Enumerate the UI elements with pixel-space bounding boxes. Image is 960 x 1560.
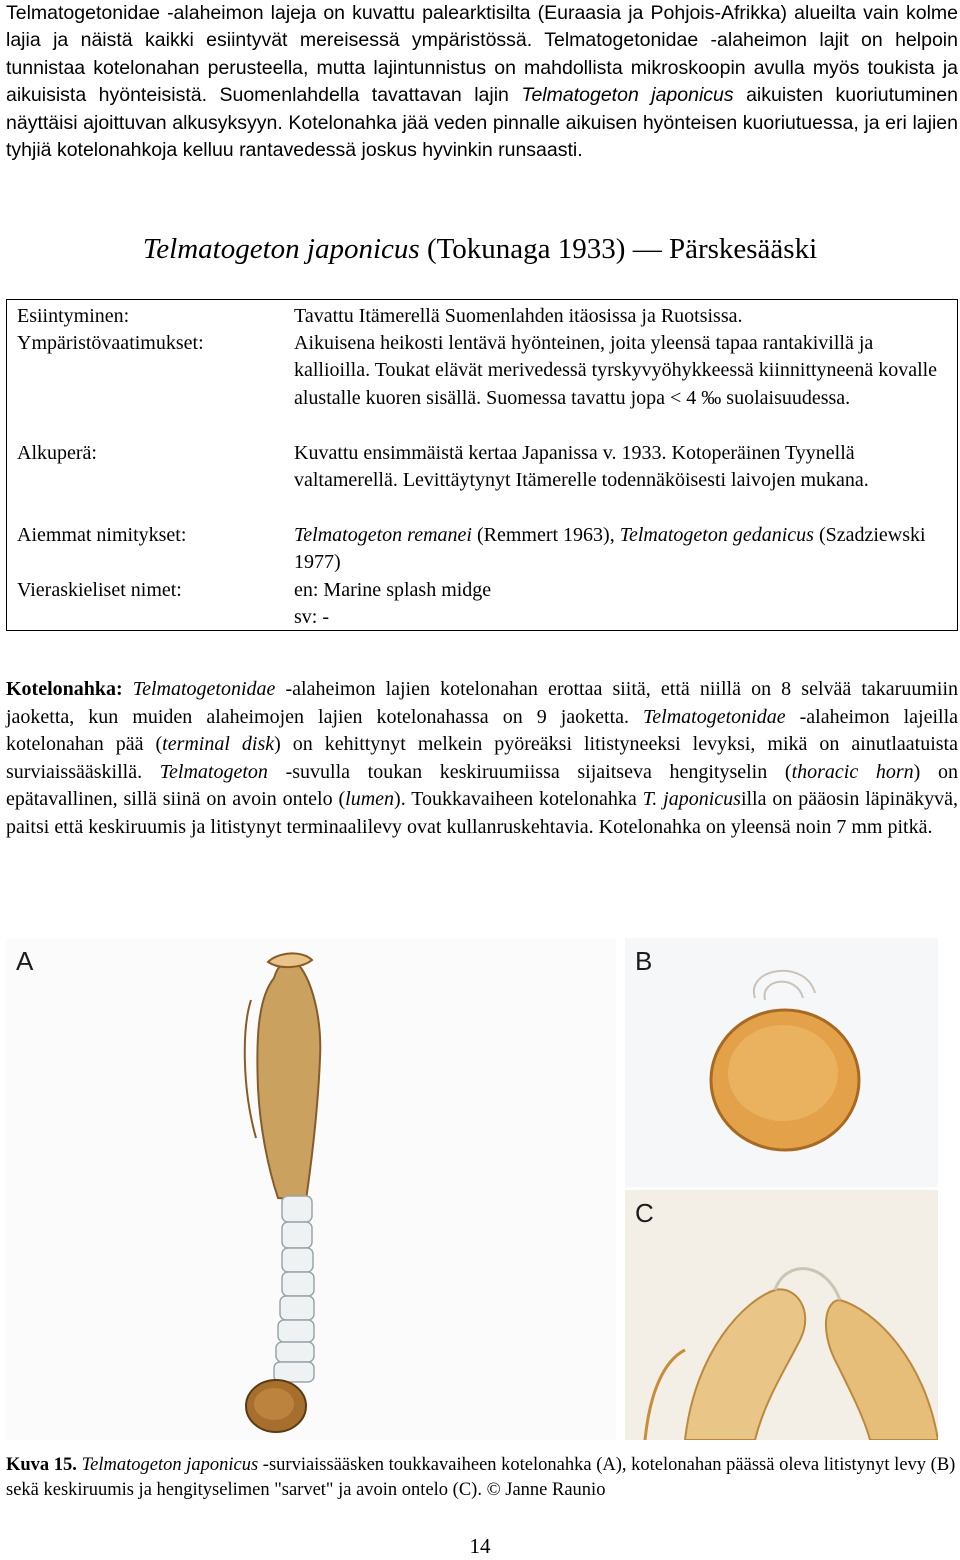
pupa-text-6: ). Toukkavaiheen kotelonahka	[394, 788, 643, 811]
pupa-label: Kotelonahka:	[6, 678, 123, 700]
pupa-text-5: ) on epätavallinen, sillä siinä on avoin ontelo (	[6, 760, 958, 811]
intro-paragraph	[6, 0, 958, 164]
former-authority-1: (Remmert 1963),	[471, 524, 620, 546]
figure-panel-c	[625, 1190, 938, 1440]
foreign-names-label: Vieraskieliset nimet:	[17, 579, 182, 601]
title-rest: (Tokunaga 1933) — Pärskesääski	[419, 233, 818, 265]
intro-text: Telmatogetonidae -alaheimon lajeja on kuvattu palearktisilta (Euraasia ja Pohjois-Afrikka) alueilta vain kolme lajia ja näistä kaikki esiintyvät mereisessä ympäristössä. Telmatogetonidae -alaheimon lajit on helpoin tunnistaa kotelonahan perusteella, mutta lajintunnistus on mahdollista mikroskoopin avulla myös toukista ja aikuisista hyönteisistä. Suomenlahdella tavattavan lajin	[6, 2, 958, 107]
pupa-text-4: -suvulla toukan keskiruumiissa sijaitseva hengityselin (	[267, 760, 792, 783]
term-2: Telmatogetonidae	[643, 705, 786, 728]
intro-text-cont: aikuisten kuoriutuminen näyttäisi ajoittuvan alkusyksyyn. Kotelonahka jää veden pinnalle aikuisen hyönteisen kuoriutuessa, ja eri lajien tyhjiä kotelonahkoja kelluu rantavedessä joskus hyvinkin runsaasti.	[6, 84, 958, 162]
species-facts-box	[6, 299, 958, 631]
pupa-text-7: illa on pääosin läpinäkyvä, paitsi että keskiruumis ja litistynyt terminaalilevy ovat kullanruskehtavia. Kotelonahka on yleensä noin 7 mm pitkä.	[6, 788, 958, 838]
page-number: 14	[469, 1534, 491, 1558]
figure-panel-b	[625, 938, 938, 1187]
caption-species: Telmatogeton japonicus	[76, 1455, 259, 1475]
pupa-text-3: ) on kehittynyt melkein pyöreäksi litistyneeksi levyksi, mikä on ainutlaatuista surviaissääskillä.	[6, 733, 958, 783]
pupa-text-1: -alaheimon lajien kotelonahan erottaa siitä, että niillä on 8 selvää takaruumiin jaoketta, kun muiden alaheimojen lajien kotelonahassa on 9 jaoketta.	[6, 678, 958, 728]
intro-species-name: Telmatogeton japonicus	[521, 84, 734, 107]
foreign-name-sv: sv: -	[294, 606, 329, 628]
former-name-2: Telmatogeton gedanicus	[619, 524, 814, 546]
former-name-1: Telmatogeton remanei	[294, 524, 472, 546]
panel-a-letter: A	[16, 946, 34, 976]
caption-text: -surviaissääsken toukkavaiheen kotelonahka (A), kotelonahan päässä oleva litistynyt levy (B) sekä keskiruumis ja hengityselimen "sarvet" ja avoin ontelo (C). © Janne Raunio	[6, 1455, 956, 1500]
panel-c-letter: C	[635, 1198, 654, 1228]
origin-label: Alkuperä:	[17, 442, 97, 464]
origin-value: Kuvattu ensimmäistä kertaa Japanissa v. 1933. Kotoperäinen Tyynellä valtamerellä. Levittäytynyt Itämerelle todennäköisesti laivojen mukana.	[294, 442, 869, 492]
term-1: Telmatogetonidae	[132, 678, 276, 700]
figure-caption	[6, 1453, 958, 1503]
thorax-horns-illustration	[625, 1190, 938, 1440]
title-species-name: Telmatogeton japonicus	[142, 233, 420, 265]
term-6: lumen	[345, 788, 395, 811]
pupal-exuviae-illustration	[6, 938, 616, 1440]
occurrence-value: Tavattu Itämerellä Suomenlahden itäosissa ja Ruotsissa.	[294, 305, 743, 327]
term-7: T. japonicus	[642, 788, 741, 811]
caption-label: Kuva 15.	[6, 1455, 77, 1475]
environment-value: Aikuisena heikosti lentävä hyönteinen, joita yleensä tapaa rantakivillä ja kallioilla. Toukat elävät merivedessä tyrskyvyöhykkeessä kiinnittyneenä kovalle alustalle kuoren sisällä. Suomessa tavattu jopa < 4 ‰ suolaisuudessa.	[294, 332, 938, 409]
species-title	[0, 233, 960, 266]
panel-b-letter: B	[635, 946, 653, 976]
occurrence-label: Esiintyminen:	[17, 305, 130, 327]
foreign-name-en: en: Marine splash midge	[294, 579, 492, 601]
environment-label: Ympäristövaatimukset:	[17, 332, 204, 354]
term-4: Telmatogeton	[159, 760, 268, 783]
former-names-label: Aiemmat nimitykset:	[17, 524, 187, 546]
former-names-value	[294, 522, 949, 577]
term-3: terminal disk	[162, 733, 275, 756]
terminal-disk-illustration	[625, 938, 938, 1187]
figure-panel-a	[6, 938, 616, 1440]
pupa-text-2: -alaheimon lajeilla kotelonahan pää (	[6, 705, 959, 756]
term-5: thoracic horn	[791, 760, 914, 783]
pupal-exuviae-paragraph	[6, 676, 958, 842]
former-authority-2: (Szadziewski 1977)	[294, 524, 926, 574]
